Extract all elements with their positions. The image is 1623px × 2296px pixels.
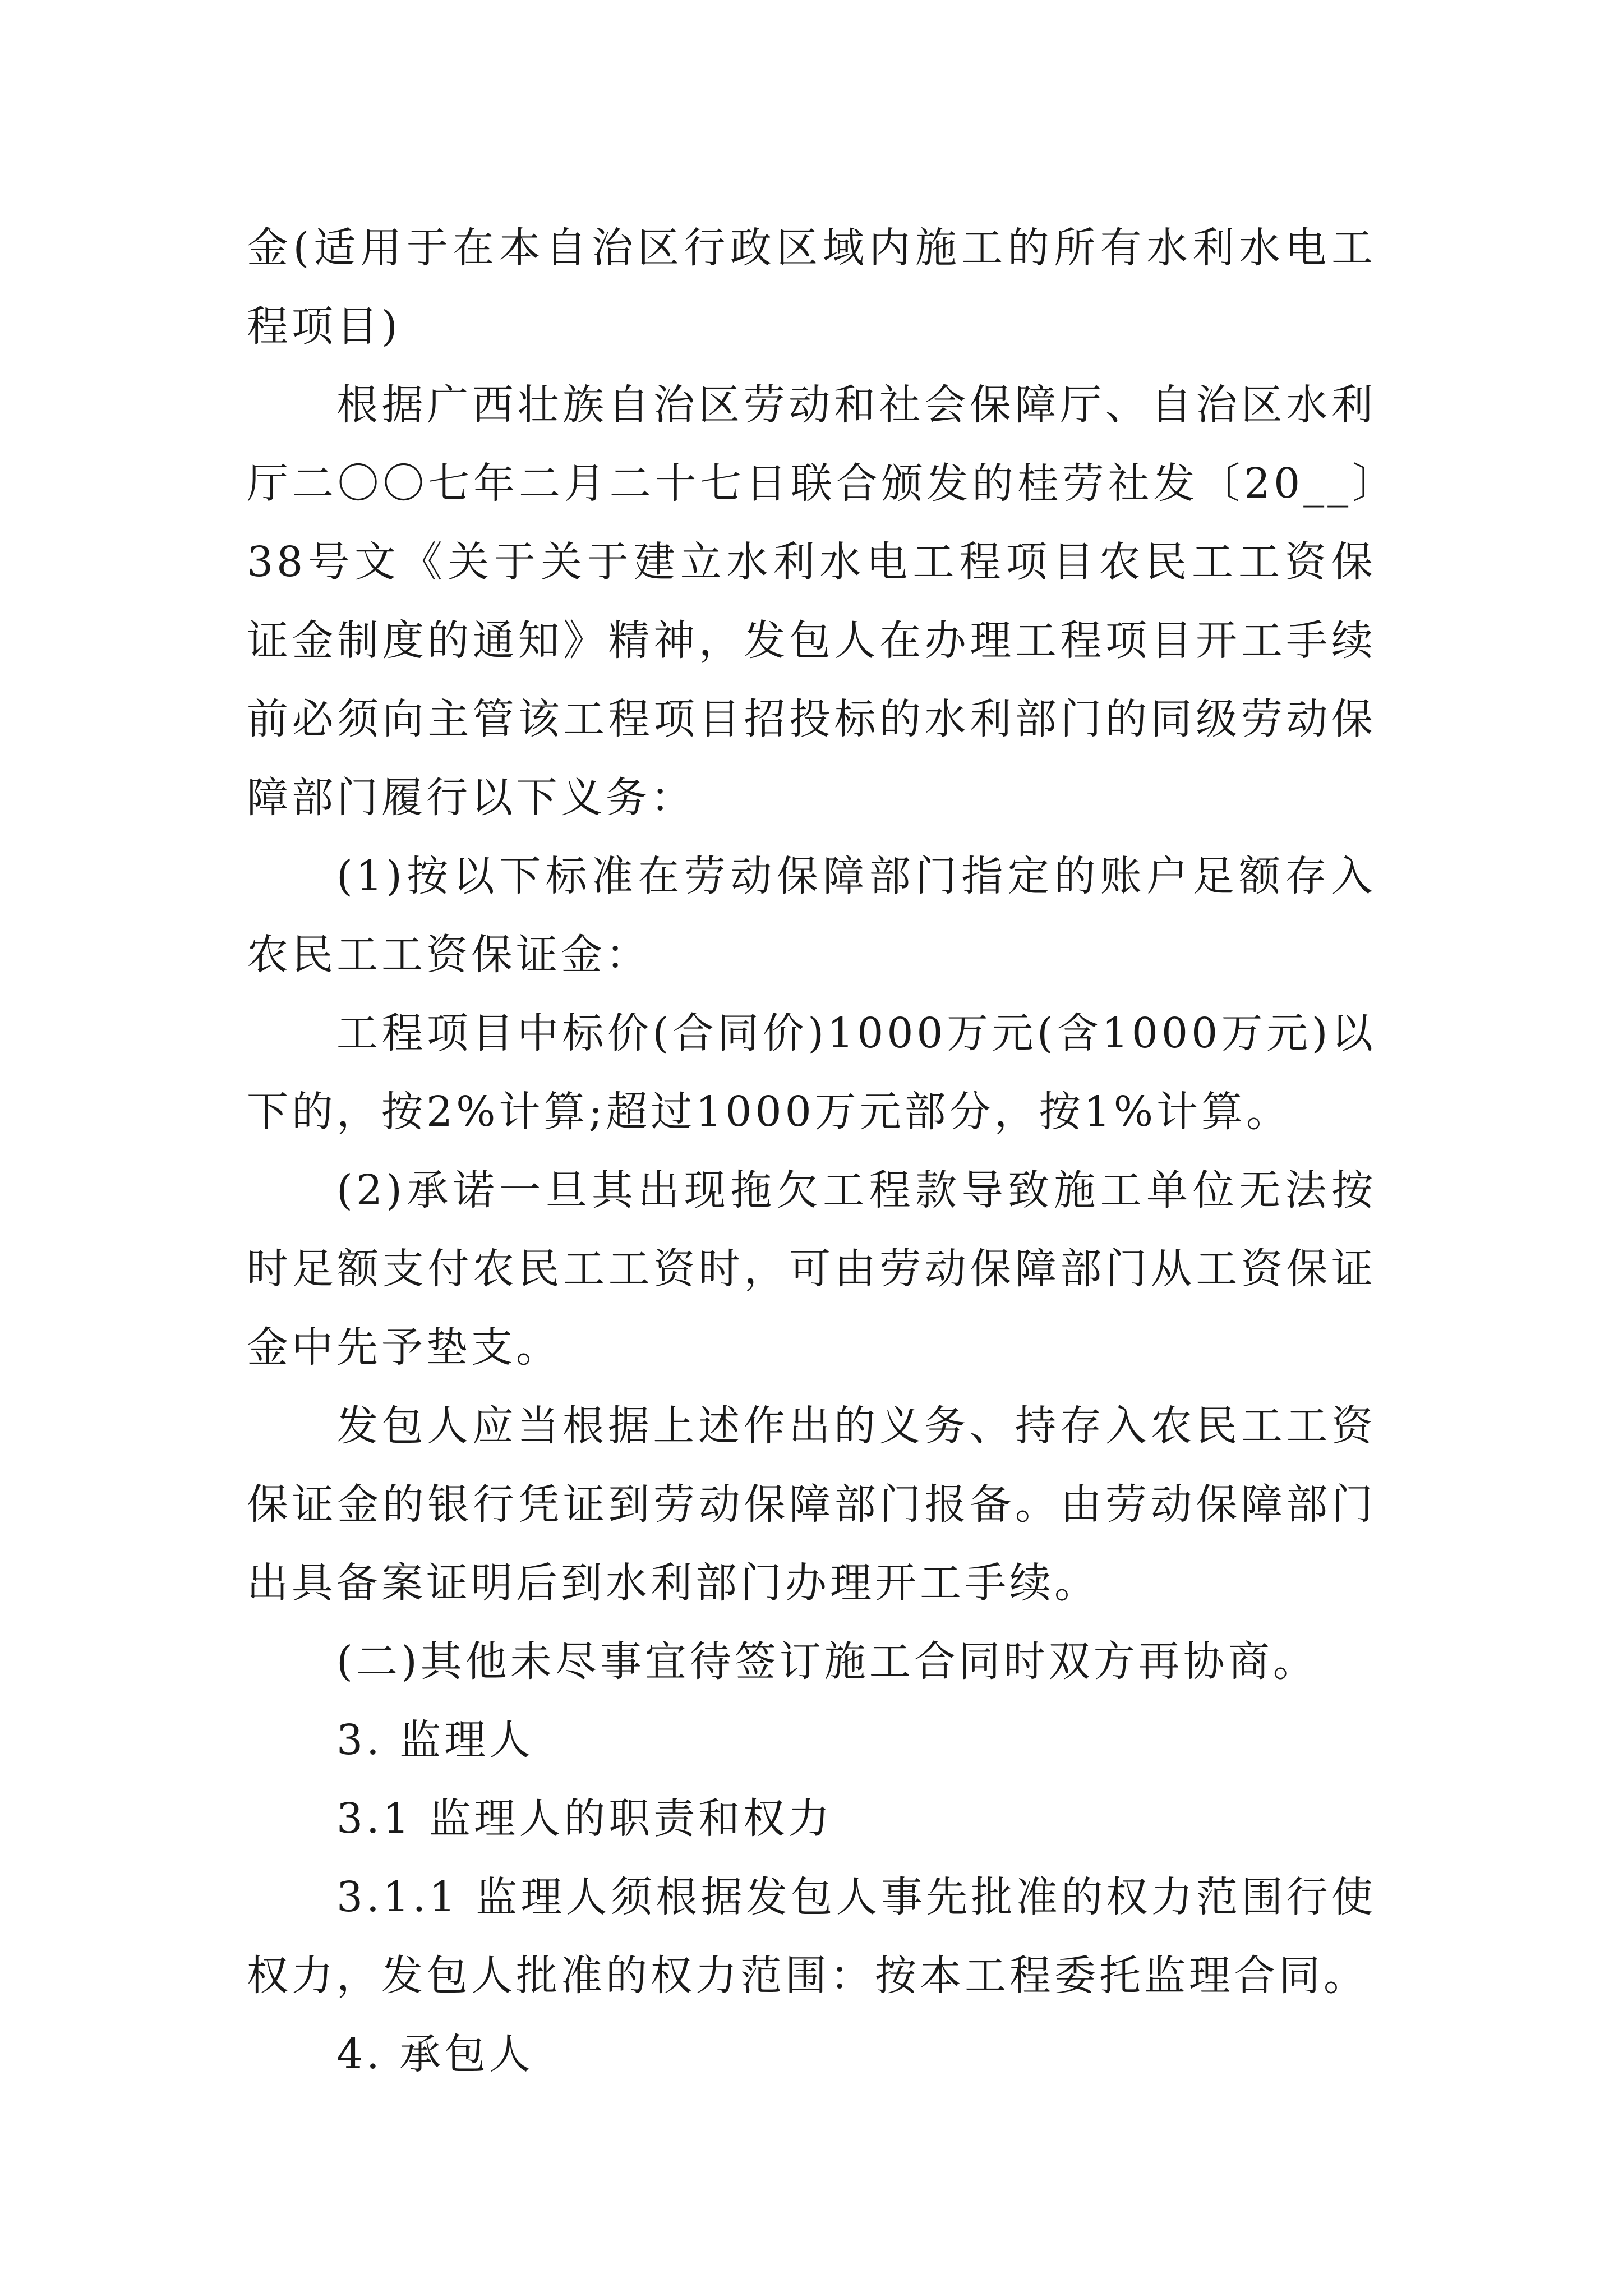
document-body — [247, 209, 1376, 2093]
section-heading-contractor: 4. 承包人 — [336, 2030, 534, 2078]
paragraph-other-matters: (二)其他未尽事宜待签订施工合同时双方再协商。 — [336, 1637, 1318, 1686]
paragraph-supervisor-authority: 3.1.1 监理人须根据发包人事先批准的权力范围行使权力，发包人批准的权力范围：按本工程委托监理合同。 — [247, 1873, 1376, 2000]
section-heading-supervisor-duties: 3.1 监理人的职责和权力 — [336, 1795, 833, 1843]
paragraph-basis: 根据广西壮族自治区劳动和社会保障厅、自治区水利厅二〇〇七年二月二十七日联合颁发的桂劳社发〔20__〕38号文《关于关于建立水利水电工程项目农民工工资保证金制度的通知》精神，发包人在办理工程项目开工手续前必须向主管该工程项目招投标的水利部门的同级劳动保障部门履行以下义务： — [247, 381, 1376, 822]
paragraph-item-1: (1)按以下标准在劳动保障部门指定的账户足额存入农民工工资保证金： — [247, 852, 1376, 979]
paragraph-item-2: (2)承诺一旦其出现拖欠工程款导致施工单位无法按时足额支付农民工工资时，可由劳动保障部门从工资保证金中先予垫支。 — [247, 1166, 1376, 1372]
section-heading-supervisor: 3. 监理人 — [336, 1716, 534, 1764]
paragraph-rate-standard: 工程项目中标价(合同价)1000万元(含1000万元)以下的，按2%计算;超过1000万元部分，按1%计算。 — [247, 1009, 1376, 1136]
paragraph-continuation: 金(适用于在本自治区行政区域内施工的所有水利水电工程项目) — [247, 224, 1376, 351]
paragraph-filing: 发包人应当根据上述作出的义务、持存入农民工工资保证金的银行凭证到劳动保障部门报备。由劳动保障部门出具备案证明后到水利部门办理开工手续。 — [247, 1402, 1376, 1607]
